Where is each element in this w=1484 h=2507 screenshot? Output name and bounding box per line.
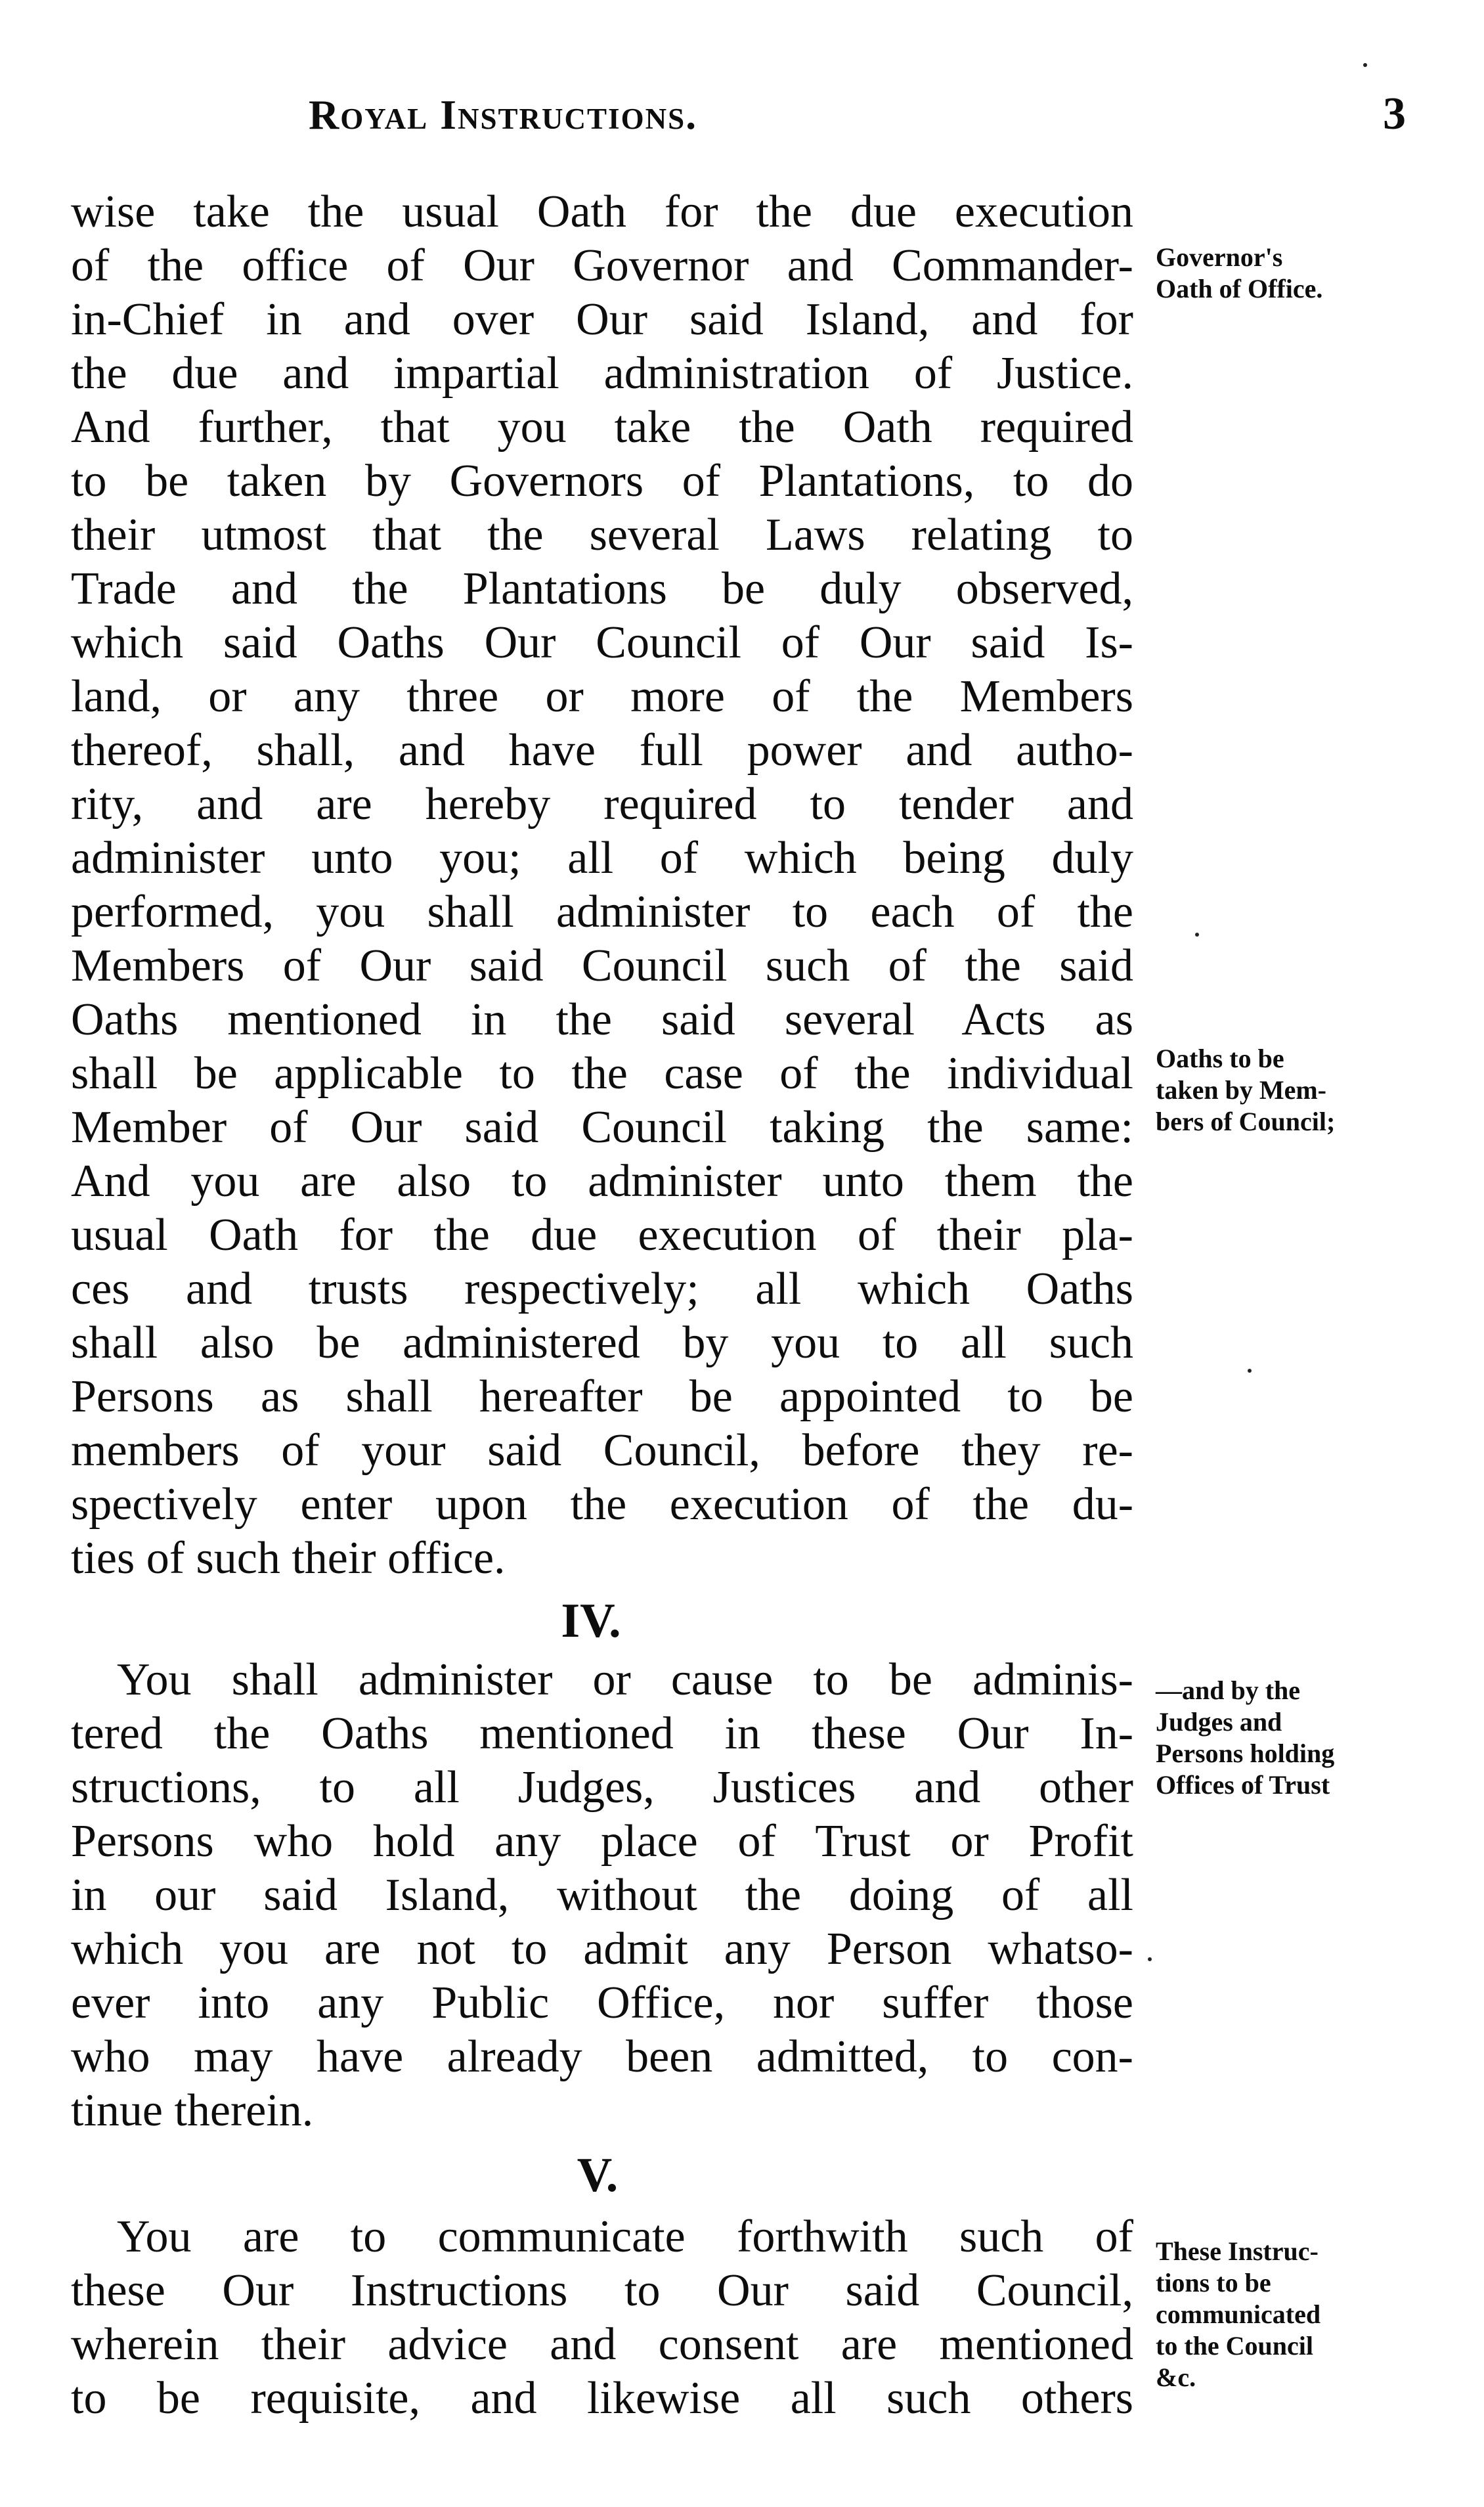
marginal-note-line: Offices of Trust: [1156, 1770, 1330, 1800]
section-heading-iv: IV.: [561, 1594, 621, 1648]
scan-speck: [1248, 1369, 1252, 1373]
text-line: administer unto you; all of which being duly: [71, 833, 1133, 883]
running-title: Royal Instructions.: [309, 91, 698, 138]
text-line: shall be applicable to the case of the individual: [71, 1048, 1133, 1099]
text-line: tinue therein.: [71, 2085, 314, 2136]
marginal-note-line: These Instruc-: [1156, 2236, 1319, 2266]
text-line: the due and impartial administration of Justice.: [71, 348, 1133, 399]
text-line: wherein their advice and consent are mentioned: [71, 2319, 1133, 2370]
text-line: thereof, shall, and have full power and autho-: [71, 725, 1133, 776]
text-line: members of your said Council, before they re-: [71, 1425, 1133, 1476]
text-line: Members of Our said Council such of the said: [71, 941, 1133, 991]
text-line: And further, that you take the Oath required: [71, 402, 1133, 453]
marginal-note-line: communicated: [1156, 2299, 1321, 2329]
text-line: Persons as shall hereafter be appointed to be: [71, 1371, 1133, 1422]
marginal-note-line: Oaths to be: [1156, 1044, 1284, 1073]
text-line: And you are also to administer unto them the: [71, 1156, 1133, 1207]
text-line: which said Oaths Our Council of Our said Is-: [71, 617, 1133, 668]
marginal-note-line: Persons holding: [1156, 1739, 1335, 1768]
text-line: Oaths mentioned in the said several Acts as: [71, 994, 1133, 1045]
marginal-note-governors-oath: [1156, 242, 1464, 305]
marginal-note-judges: [1156, 1675, 1464, 1801]
text-line: land, or any three or more of the Members: [71, 671, 1133, 722]
marginal-note-line: taken by Mem-: [1156, 1075, 1326, 1105]
marginal-note-line: Governor's: [1156, 242, 1283, 272]
text-line: usual Oath for the due execution of their pla-: [71, 1210, 1133, 1260]
scan-speck: [1363, 63, 1367, 67]
text-line: to be requisite, and likewise all such others: [71, 2373, 1133, 2424]
text-line: wise take the usual Oath for the due execution: [71, 187, 1133, 237]
text-line: in our said Island, without the doing of all: [71, 1870, 1133, 1920]
marginal-note-line: to the Council: [1156, 2331, 1313, 2361]
page-number: 3: [1383, 89, 1406, 139]
text-line: You are to communicate forthwith such of: [117, 2211, 1133, 2262]
marginal-note-line: Judges and: [1156, 1707, 1282, 1737]
marginal-note-communication: [1156, 2236, 1464, 2393]
text-line: Member of Our said Council taking the same:: [71, 1102, 1133, 1153]
text-line: of the office of Our Governor and Commander-: [71, 240, 1133, 291]
marginal-note-line: Oath of Office.: [1156, 274, 1323, 303]
scan-speck: [1148, 1957, 1152, 1961]
marginal-note-line: tions to be: [1156, 2268, 1271, 2297]
text-line: ever into any Public Office, nor suffer those: [71, 1978, 1133, 2028]
text-line: to be taken by Governors of Plantations, to do: [71, 456, 1133, 506]
text-line: tered the Oaths mentioned in these Our In-: [71, 1708, 1133, 1759]
text-line: who may have already been admitted, to con-: [71, 2031, 1133, 2082]
text-line: ties of such their office.: [71, 1533, 506, 1584]
marginal-note-line: —and by the: [1156, 1675, 1301, 1705]
text-line: structions, to all Judges, Justices and other: [71, 1762, 1133, 1813]
text-line: rity, and are hereby required to tender and: [71, 779, 1133, 830]
text-line: Trade and the Plantations be duly observed,: [71, 564, 1133, 614]
text-line: performed, you shall administer to each of the: [71, 887, 1133, 937]
text-line: spectively enter upon the execution of the du-: [71, 1479, 1133, 1530]
scan-speck: [1195, 933, 1199, 937]
section-heading-v: V.: [577, 2148, 619, 2202]
marginal-note-council-oaths: [1156, 1043, 1464, 1138]
text-line: in-Chief in and over Our said Island, and for: [71, 294, 1133, 345]
text-line: You shall administer or cause to be adminis-: [117, 1654, 1133, 1705]
text-line: Persons who hold any place of Trust or Profit: [71, 1816, 1133, 1867]
text-line: their utmost that the several Laws relating to: [71, 510, 1133, 560]
marginal-note-line: &c.: [1156, 2363, 1196, 2392]
text-line: ces and trusts respectively; all which Oaths: [71, 1264, 1133, 1314]
text-line: shall also be administered by you to all such: [71, 1318, 1133, 1368]
text-line: which you are not to admit any Person whatso-: [71, 1924, 1133, 1974]
text-line: these Our Instructions to Our said Council,: [71, 2265, 1133, 2316]
marginal-note-line: bers of Council;: [1156, 1107, 1336, 1136]
